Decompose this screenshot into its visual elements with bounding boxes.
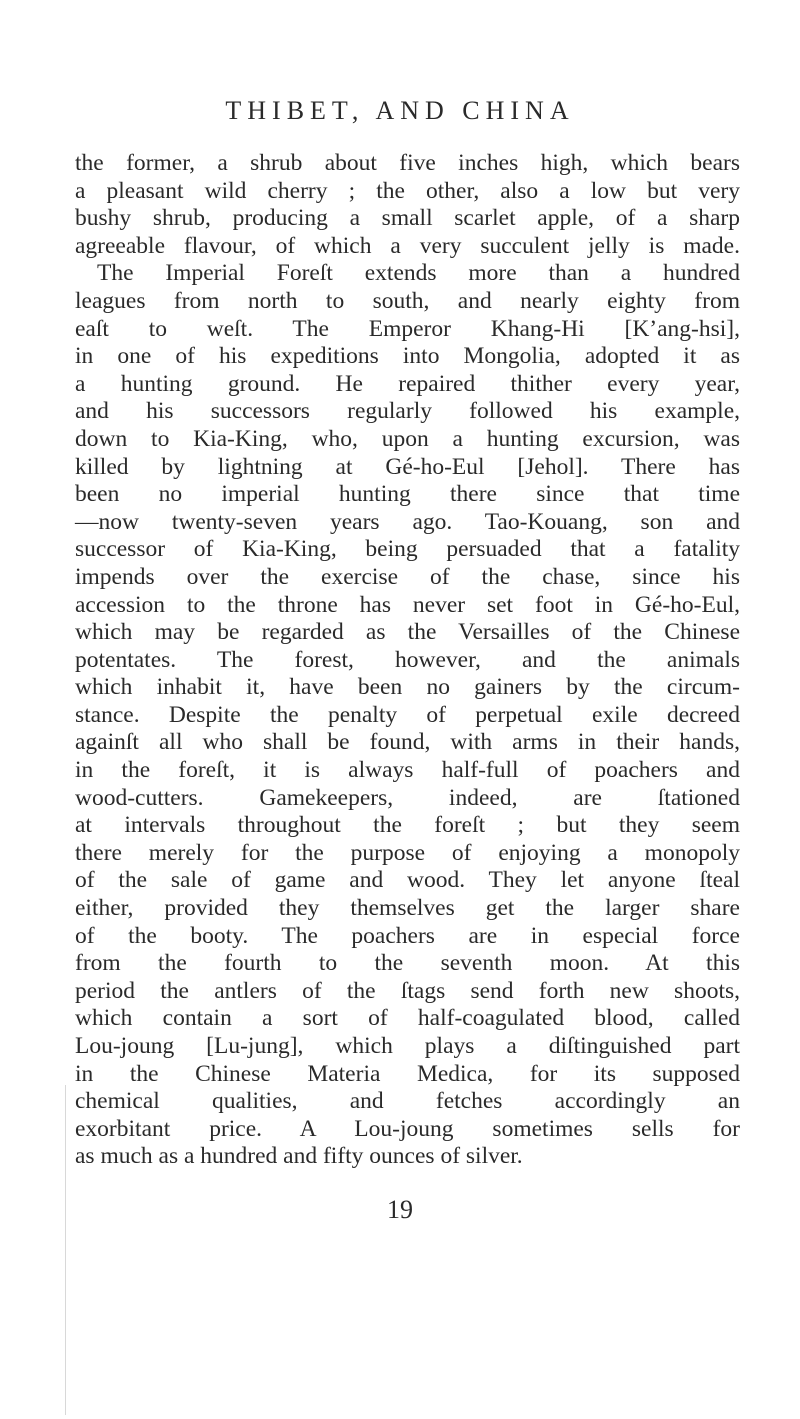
- text-line: impends over the exercise of the chase, since his: [75, 563, 740, 590]
- text-line: eaſt to weſt. The Emperor Khang-Hi [K’ang-hsi],: [75, 315, 740, 342]
- text-line: agreeable flavour, of which a very succulent jelly is made.: [75, 232, 740, 259]
- text-line: down to Kia-King, who, upon a hunting excursion, was: [75, 425, 740, 452]
- text-line: of the booty. The poachers are in especial force: [75, 922, 740, 949]
- text-line: which contain a sort of half-coagulated blood, called: [75, 1005, 740, 1032]
- text-line: stance. Despite the penalty of perpetual exile decreed: [75, 701, 740, 728]
- text-line: The Imperial Foreſt extends more than a hundred: [97, 260, 740, 287]
- text-line: killed by lightning at Gé-ho-Eul [Jehol]. There has: [75, 453, 740, 480]
- text-line: successor of Kia-King, being persuaded that a fatality: [75, 536, 740, 563]
- text-line: a pleasant wild cherry ; the other, also a low but very: [75, 177, 740, 204]
- text-line: in the Chinese Materia Medica, for its supposed: [75, 1060, 740, 1087]
- page-number: 19: [387, 1195, 413, 1224]
- text-line: in one of his expeditions into Mongolia, adopted it as: [75, 343, 740, 370]
- text-line: a hunting ground. He repaired thither every year,: [75, 370, 740, 397]
- text-line: againſt all who shall be found, with arms in their hands,: [75, 729, 740, 756]
- text-line: been no imperial hunting there since that time: [75, 481, 740, 508]
- text-line: the former, a shrub about five inches high, which bears: [75, 150, 740, 176]
- text-line: Lou-joung [Lu-jung], which plays a diſtinguished part: [75, 1033, 740, 1059]
- text-line: there merely for the purpose of enjoying a monopoly: [75, 839, 740, 866]
- text-line: potentates. The forest, however, and the animals: [75, 646, 740, 673]
- text-line: chemical qualities, and fetches accordingly an: [75, 1088, 740, 1115]
- text-line: and his successors regularly followed his example,: [75, 398, 740, 425]
- text-line: exorbitant price. A Lou-joung sometimes sells for: [75, 1115, 740, 1142]
- text-line: from the fourth to the seventh moon. At this: [75, 950, 740, 977]
- text-line: in the foreſt, it is always half-full of poachers and: [75, 757, 740, 784]
- text-line: either, provided they themselves get the larger share: [75, 895, 740, 922]
- text-line: —now twenty-seven years ago. Tao-Kouang, son and: [75, 508, 740, 535]
- text-line: period the antlers of the ſtags send forth new shoots,: [75, 977, 740, 1004]
- text-line: leagues from north to south, and nearly eighty from: [75, 287, 740, 314]
- gutter-shadow: [65, 1085, 66, 1415]
- text-line: accession to the throne has never set foot in Gé-ho-Eul,: [75, 591, 740, 618]
- text-line: of the sale of game and wood. They let anyone ſteal: [75, 867, 740, 894]
- text-line: bushy shrub, producing a small scarlet apple, of a sharp: [75, 205, 740, 232]
- text-line: which may be regarded as the Versailles of the Chinese: [75, 619, 740, 646]
- text-line: which inhabit it, have been no gainers by the circum-: [75, 674, 740, 701]
- text-line: at intervals throughout the foreſt ; but they seem: [75, 812, 740, 839]
- running-head: THIBET, AND CHINA: [225, 96, 575, 125]
- body-text: [75, 150, 740, 1171]
- text-line: wood-cutters. Gamekeepers, indeed, are ſtationed: [75, 784, 740, 811]
- text-line: as much as a hundred and fifty ounces of silver.: [75, 1143, 523, 1170]
